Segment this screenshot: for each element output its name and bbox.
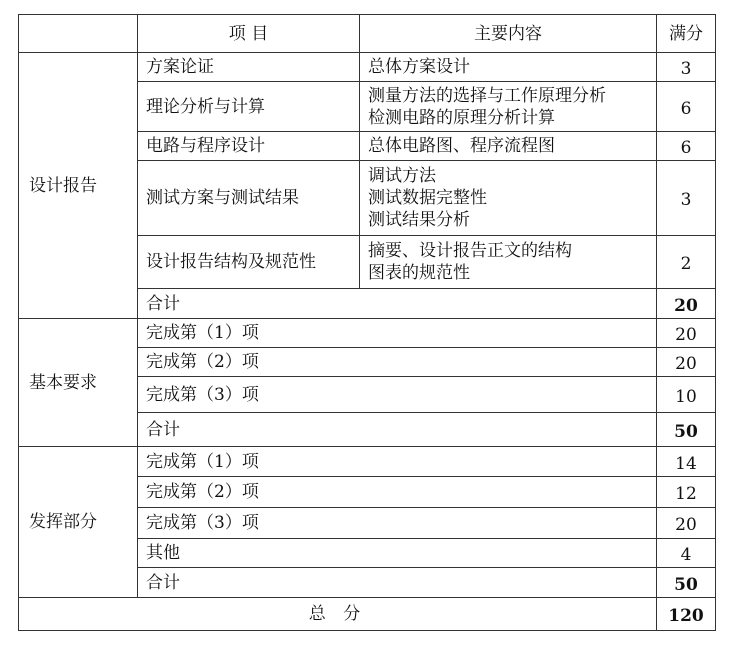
item-cell: 完成第（3）项 bbox=[138, 508, 657, 539]
score-cell: 20 bbox=[657, 508, 716, 539]
item-cell: 完成第（2）项 bbox=[138, 348, 657, 377]
scoring-table bbox=[18, 14, 716, 631]
subtotal-label: 合计 bbox=[138, 289, 657, 319]
score-cell: 10 bbox=[657, 377, 716, 413]
item-cell: 完成第（1）项 bbox=[138, 447, 657, 477]
total-row bbox=[19, 598, 716, 631]
item-cell: 理论分析与计算 bbox=[138, 82, 360, 132]
content-cell: 调试方法 测试数据完整性 测试结果分析 bbox=[360, 161, 657, 236]
table-row bbox=[19, 447, 716, 477]
total-score: 120 bbox=[657, 598, 716, 631]
item-cell: 测试方案与测试结果 bbox=[138, 161, 360, 236]
item-cell: 其他 bbox=[138, 539, 657, 568]
item-cell: 方案论证 bbox=[138, 53, 360, 82]
header-blank bbox=[19, 15, 138, 53]
item-cell: 设计报告结构及规范性 bbox=[138, 236, 360, 289]
item-cell: 完成第（2）项 bbox=[138, 477, 657, 508]
header-content: 主要内容 bbox=[360, 15, 657, 53]
total-label: 总 分 bbox=[19, 598, 657, 631]
table-row bbox=[19, 53, 716, 82]
header-item: 项 目 bbox=[138, 15, 360, 53]
score-cell: 3 bbox=[657, 53, 716, 82]
header-row bbox=[19, 15, 716, 53]
score-cell: 6 bbox=[657, 132, 716, 161]
content-cell: 摘要、设计报告正文的结构 图表的规范性 bbox=[360, 236, 657, 289]
item-cell: 电路与程序设计 bbox=[138, 132, 360, 161]
table-row bbox=[19, 319, 716, 348]
score-cell: 20 bbox=[657, 319, 716, 348]
group-design-report: 设计报告 bbox=[19, 53, 138, 319]
score-cell: 14 bbox=[657, 447, 716, 477]
score-cell: 4 bbox=[657, 539, 716, 568]
subtotal-score: 50 bbox=[657, 413, 716, 447]
score-cell: 12 bbox=[657, 477, 716, 508]
score-cell: 3 bbox=[657, 161, 716, 236]
subtotal-label: 合计 bbox=[138, 413, 657, 447]
item-cell: 完成第（1）项 bbox=[138, 319, 657, 348]
item-cell: 完成第（3）项 bbox=[138, 377, 657, 413]
group-extended: 发挥部分 bbox=[19, 447, 138, 598]
group-basic: 基本要求 bbox=[19, 319, 138, 447]
subtotal-score: 50 bbox=[657, 568, 716, 598]
subtotal-label: 合计 bbox=[138, 568, 657, 598]
content-cell: 总体方案设计 bbox=[360, 53, 657, 82]
content-cell: 总体电路图、程序流程图 bbox=[360, 132, 657, 161]
content-cell: 测量方法的选择与工作原理分析 检测电路的原理分析计算 bbox=[360, 82, 657, 132]
subtotal-score: 20 bbox=[657, 289, 716, 319]
score-cell: 20 bbox=[657, 348, 716, 377]
header-score: 满分 bbox=[657, 15, 716, 53]
score-cell: 2 bbox=[657, 236, 716, 289]
score-cell: 6 bbox=[657, 82, 716, 132]
